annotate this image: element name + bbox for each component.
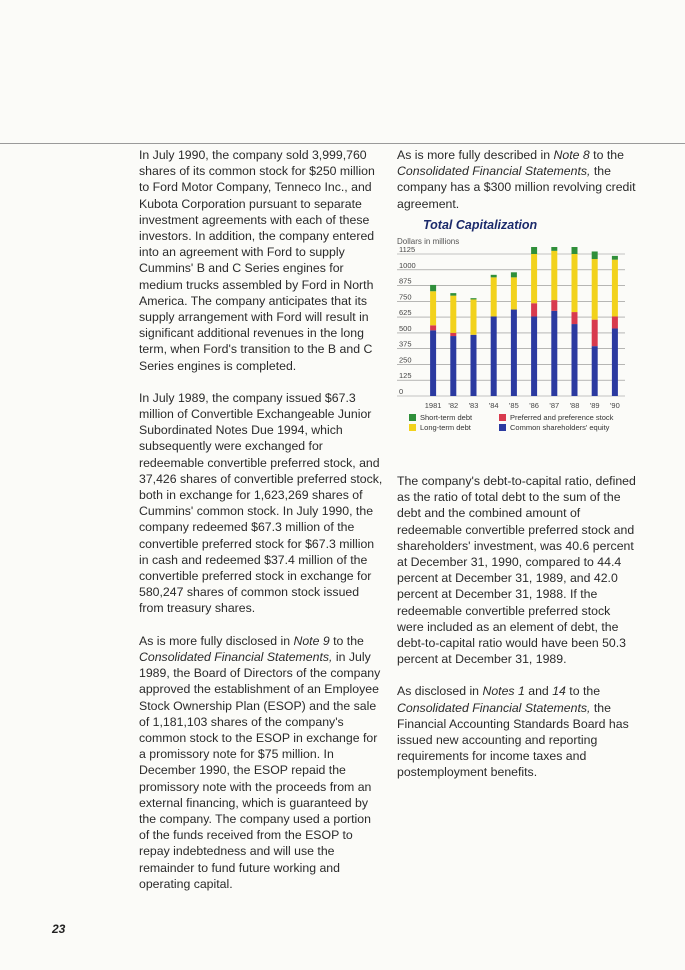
chart-title: Total Capitalization bbox=[423, 218, 538, 232]
bar-segment bbox=[511, 272, 517, 277]
bar-segment bbox=[430, 330, 436, 396]
bar-segment bbox=[551, 300, 557, 311]
bar-segment bbox=[592, 251, 598, 259]
bar-segment bbox=[531, 254, 537, 303]
note-9-ref: Note 9 bbox=[293, 633, 330, 648]
right-column-body bbox=[397, 473, 637, 797]
x-tick-label: '85 bbox=[509, 401, 519, 410]
y-tick-label: 1125 bbox=[399, 247, 416, 254]
bar-segment bbox=[592, 320, 598, 347]
bar-segment bbox=[491, 277, 497, 316]
legend-label: Preferred and preference stock bbox=[510, 413, 614, 422]
x-tick-label: '83 bbox=[468, 401, 479, 410]
bar-segment bbox=[612, 256, 618, 260]
bar-segment bbox=[511, 310, 517, 396]
x-tick-label: '84 bbox=[488, 401, 499, 410]
bar-segment bbox=[572, 324, 578, 396]
bar-segment bbox=[430, 325, 436, 330]
legend-item bbox=[409, 413, 472, 422]
x-tick-label: '90 bbox=[610, 401, 620, 410]
left-column bbox=[139, 147, 384, 908]
bar-segment bbox=[531, 316, 537, 396]
bar-segment bbox=[471, 335, 477, 396]
bar-segment bbox=[531, 247, 537, 254]
bar-segment bbox=[471, 298, 477, 299]
bar-segment bbox=[511, 277, 517, 309]
legend-label: Common shareholders' equity bbox=[510, 423, 610, 432]
statements-ref: Consolidated Financial Statements, bbox=[397, 164, 591, 179]
bar-segment bbox=[572, 247, 578, 254]
y-tick-label: 375 bbox=[399, 339, 412, 349]
statements-ref: Consolidated Financial Statements, bbox=[139, 649, 333, 664]
paragraph-esop: As is more fully disclosed in Note 9 to the Consolidated Financial Statements, in July 1989, the Board of Directors of the company approved the establishment of an Employee Stock Ownership Plan (ESOP) and the sale of 1,181,103 shares of the company's common stock to the ESOP in exchange for a promissory note for $75 million. In December 1990, the ESOP repaid the promissory note with the proceeds from an external financing, which is guaranteed by the company. The company used a portion of the funds received from the ESOP to repay indebtedness and will use the remainder to fund future working and operating capital. bbox=[139, 633, 381, 891]
bar-segment bbox=[531, 303, 537, 316]
legend-swatch bbox=[409, 424, 416, 431]
notes-14-ref: 14 bbox=[552, 684, 566, 699]
paragraph-convertible-notes: In July 1989, the company issued $67.3 million of Convertible Exchangeable Junior Subordinated Notes Due 1994, which subsequently were exchanged for redeemable convertible preferred stock, and 37,426 shares of convertible preferred stock, both in exchange for 1,623,269 shares of Cummins' common stock. In July 1990, the company redeemed $67.3 million of the convertible preferred stock for $67.3 million in cash and redeemed $37.4 million of the convertible preferred stock in exchange for 580,247 shares of common stock issued from treasury shares. bbox=[139, 390, 383, 616]
paragraph-ford-sale: In July 1990, the company sold 3,999,760 shares of its common stock for $250 million to Ford Motor Company, Tenneco Inc., and Kubota Corporation pursuant to separate investment agreements with each of these investors. In addition, the company entered into an agreement with Ford to supply Cummins' B and C Series engines for medium trucks assembled by Ford in North America. The company anticipates that its supply arrangement with Ford will result in significant additional revenues in the long term, when Ford's transition to the B and C Series engines is completed. bbox=[139, 148, 375, 373]
bar-segment bbox=[450, 333, 456, 336]
legend-swatch bbox=[499, 424, 506, 431]
y-tick-label: 750 bbox=[399, 292, 412, 302]
legend-item bbox=[499, 423, 609, 432]
bar-segment bbox=[572, 254, 578, 312]
paragraph-revolving-credit: As is more fully described in Note 8 to the Consolidated Financial Statements, the company has a $300 million revolving credit agreement. bbox=[397, 148, 636, 211]
x-tick-label: '89 bbox=[589, 401, 600, 410]
bar-segment bbox=[551, 311, 557, 396]
legend-label: Short-term debt bbox=[420, 413, 473, 422]
statements-ref: Consolidated Financial Statements, bbox=[397, 700, 591, 715]
page-number: 23 bbox=[52, 922, 66, 936]
bar-segment bbox=[551, 251, 557, 300]
y-tick-label: 0 bbox=[399, 387, 404, 396]
bar-segment bbox=[612, 260, 618, 317]
bar-segment bbox=[592, 259, 598, 320]
y-tick-label: 625 bbox=[399, 308, 412, 318]
bar-segment bbox=[450, 336, 456, 396]
bar-segment bbox=[551, 247, 557, 251]
x-tick-label: '86 bbox=[529, 401, 539, 410]
legend-swatch bbox=[409, 414, 416, 421]
bar-segment bbox=[612, 328, 618, 396]
legend-label: Long-term debt bbox=[420, 423, 471, 432]
x-tick-label: '82 bbox=[448, 401, 459, 410]
bar-segment bbox=[491, 316, 497, 396]
y-tick-label: 125 bbox=[399, 371, 412, 381]
paragraph-accounting-standards: As disclosed in Notes 1 and 14 to the Consolidated Financial Statements, the Financial Accounting Standards Board has issued new accounting and reporting requirements for income taxes and postemployment benefits. bbox=[397, 684, 629, 780]
chart-unit-label: Dollars in millions bbox=[397, 237, 460, 246]
y-tick-label: 1000 bbox=[399, 260, 416, 270]
bar-segment bbox=[592, 346, 598, 396]
paragraph-debt-ratio: The company's debt-to-capital ratio, defined as the ratio of total debt to the sum of the debt and the combined amount of redeemable convertible preferred stock and shareholders' investment, was 40.6 percent at December 31, 1990, compared to 44.4 percent at December 31, 1989, and 42.0 percent at December 31, 1988. If the redeemable convertible preferred stock were included as an element of debt, the debt-to-capital ratio would have been 50.3 percent at December 31, 1989. bbox=[397, 474, 636, 667]
legend-item bbox=[499, 413, 613, 422]
legend-swatch bbox=[499, 414, 506, 421]
x-tick-label: '87 bbox=[549, 401, 560, 410]
bar-segment bbox=[572, 312, 578, 324]
notes-ref: Notes 1 bbox=[482, 684, 525, 699]
y-tick-label: 250 bbox=[399, 355, 412, 365]
header-rule bbox=[0, 143, 685, 144]
x-tick-label: '88 bbox=[569, 401, 580, 410]
capitalization-chart bbox=[397, 247, 630, 411]
bar-segment bbox=[450, 296, 456, 333]
y-tick-label: 875 bbox=[399, 276, 412, 286]
note-8-ref: Note 8 bbox=[553, 148, 590, 162]
bar-segment bbox=[491, 275, 497, 278]
bar-segment bbox=[430, 291, 436, 325]
x-tick-label: 1981 bbox=[424, 401, 442, 410]
y-tick-label: 500 bbox=[399, 323, 412, 333]
right-column-intro bbox=[397, 147, 637, 228]
bar-segment bbox=[612, 316, 618, 328]
bar-segment bbox=[430, 285, 436, 291]
legend-item bbox=[409, 423, 471, 432]
bar-segment bbox=[471, 299, 477, 334]
bar-segment bbox=[450, 293, 456, 296]
